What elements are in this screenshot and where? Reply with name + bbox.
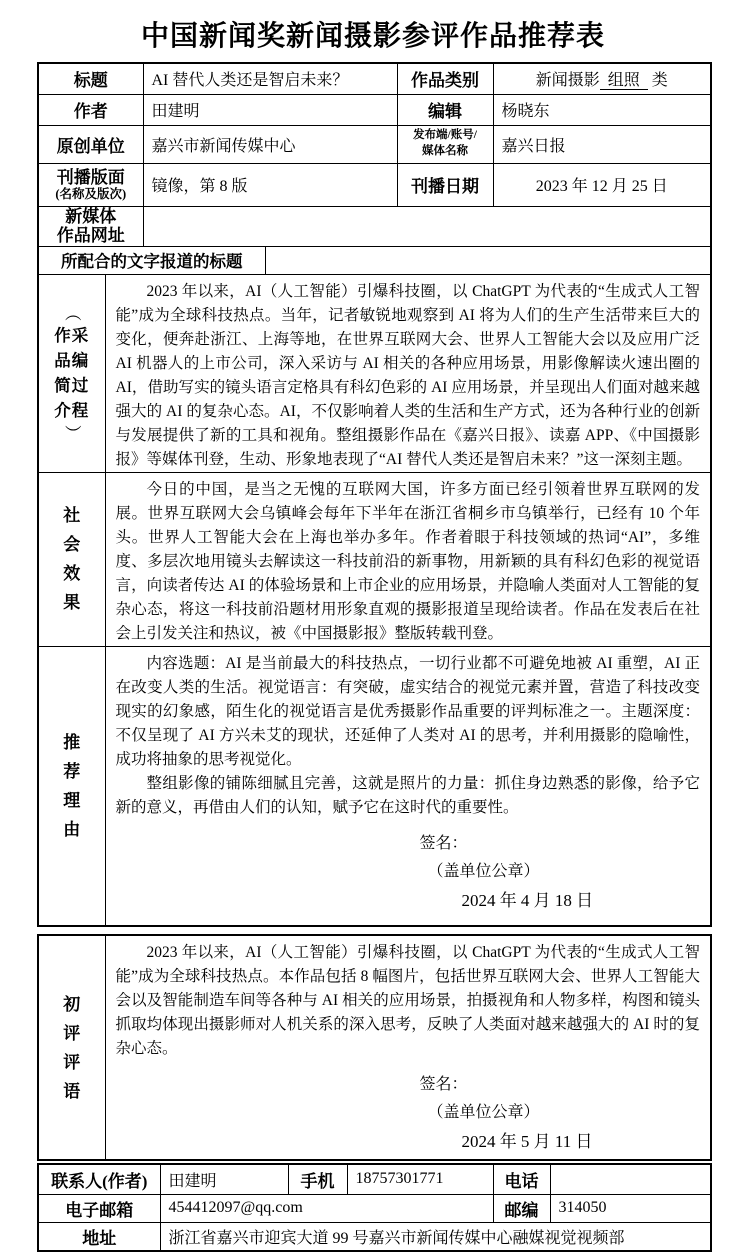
- category-underlined: 组照: [600, 72, 648, 90]
- intro-label-row: 简过: [54, 376, 90, 396]
- field-label-category: 作品类别: [397, 63, 493, 94]
- field-value-page: 镜像，第 8 版: [143, 163, 397, 206]
- category-suffix: 类: [651, 72, 668, 90]
- media-label-line2: 媒体名称: [422, 145, 469, 157]
- section-label-recommend: [38, 646, 105, 926]
- section-row-recommend: [38, 646, 711, 926]
- section-row-social: [38, 472, 711, 646]
- social-paragraph: 今日的中国，是当之无愧的互联网大国，许多方面已经引领着世界互联网的发展。世界互联网大会乌镇峰会每年下半年在浙江省桐乡市乌镇举行，已经有 10 个年头。世界人工智能大会在上海也举办多年。作者着眼于科技领域的热词“AI”，多维度、多层次地用镜头去解读这一科技前沿的新事物，用新颖的具有科幻色彩的视觉语言，向读者传达 AI 的体验场景和上市企业的应用场景，并隐喻人类面对人工智能的复杂心态，将这一科技前沿题材用形象直观的摄影报道呈现给读者。作品在发表后在社会上引发关注和热议，被《中国摄影报》整版转载刊登。: [115, 480, 701, 642]
- field-label-headline: 所配合的文字报道的标题: [38, 246, 265, 274]
- field-label-author: 作者: [38, 94, 143, 125]
- table-row: [38, 94, 711, 125]
- section-row-review: [38, 935, 711, 1160]
- table-row: [38, 163, 711, 206]
- page-title: 中国新闻奖新闻摄影参评作品推荐表: [140, 21, 605, 52]
- intro-label-row: 品编: [54, 351, 90, 371]
- recommend-label-char: 理: [63, 790, 81, 810]
- media-label-line1: 发布端/账号/: [413, 129, 477, 142]
- field-label-contact-person: 联系人(作者): [38, 1164, 160, 1194]
- section-label-intro: [38, 274, 105, 472]
- field-value-headline: [265, 246, 711, 274]
- table-row: [38, 1222, 711, 1251]
- seal-note: （盖单位公章）: [427, 862, 540, 880]
- signature-label: 签名：: [419, 1076, 468, 1094]
- main-form-table: [37, 62, 712, 927]
- field-label-email: 电子邮箱: [38, 1194, 160, 1222]
- table-row: [38, 206, 711, 246]
- field-value-zip: 314050: [550, 1194, 711, 1222]
- social-label-char: 效: [63, 564, 81, 584]
- section-text-social: [105, 472, 711, 646]
- recommend-paragraph-2: 整组影像的铺陈细腻且完善，这就是照片的力量：抓住身边熟悉的影像，给予它新的意义，再借由人们的认知，赋予它在这时代的重要性。: [115, 774, 701, 816]
- field-label-media: [397, 125, 493, 163]
- url-label-line1: 新媒体: [65, 206, 117, 226]
- table-row: [38, 63, 711, 94]
- field-value-mobile: 18757301771: [347, 1164, 493, 1194]
- social-label-char: 社: [63, 506, 81, 526]
- field-label-mobile: 手机: [288, 1164, 347, 1194]
- url-label-line2: 作品网址: [56, 226, 125, 246]
- field-label-editor: 编辑: [397, 94, 493, 125]
- field-label-title: 标题: [38, 63, 143, 94]
- seal-note: （盖单位公章）: [427, 1104, 540, 1122]
- review-label-char: 初: [63, 994, 81, 1014]
- table-row: [38, 125, 711, 163]
- social-label-char: 果: [63, 593, 81, 613]
- field-value-date: 2023 年 12 月 25 日: [493, 163, 711, 206]
- field-value-url: [143, 206, 711, 246]
- field-value-editor: 杨晓东: [493, 94, 711, 125]
- field-value-address: 浙江省嘉兴市迎宾大道 99 号嘉兴市新闻传媒中心融媒视觉视频部: [160, 1222, 711, 1251]
- social-label-char: 会: [63, 535, 81, 555]
- section-text-intro: [105, 274, 711, 472]
- signature-label: 签名：: [419, 834, 468, 852]
- field-value-author: 田建明: [143, 94, 397, 125]
- recommend-label-char: 由: [63, 819, 81, 839]
- intro-label-row: 介程: [54, 401, 90, 421]
- field-value-media: 嘉兴日报: [493, 125, 711, 163]
- review-label-char: 语: [63, 1081, 81, 1101]
- contact-table: [37, 1163, 712, 1252]
- field-value-contact-person: 田建明: [160, 1164, 288, 1194]
- field-label-org: 原创单位: [38, 125, 143, 163]
- review-label-char: 评: [63, 1023, 81, 1043]
- table-row: [38, 1194, 711, 1222]
- signature-date: 2024 年 5 月 11 日: [461, 1132, 593, 1152]
- field-label-address: 地址: [38, 1222, 160, 1251]
- recommend-label-char: 荐: [63, 761, 81, 781]
- page-label-line1: 刊播版面: [56, 167, 125, 187]
- section-label-social: [38, 472, 105, 646]
- signature-block-recommend: [419, 830, 700, 916]
- field-value-org: 嘉兴市新闻传媒中心: [143, 125, 397, 163]
- recommend-label-char: 推: [63, 732, 81, 752]
- field-value-category: [493, 63, 711, 94]
- field-label-date: 刊播日期: [397, 163, 493, 206]
- table-row: [38, 1164, 711, 1194]
- field-label-url: [38, 206, 143, 246]
- intro-paren-open: （: [62, 304, 82, 322]
- intro-label-row: 作采: [54, 326, 90, 346]
- table-row: [38, 246, 711, 274]
- signature-date: 2024 年 4 月 18 日: [461, 890, 594, 910]
- field-value-title: AI 替代人类还是智启未来？: [143, 63, 397, 94]
- field-label-phone: 电话: [493, 1164, 550, 1194]
- section-label-review: [38, 935, 105, 1160]
- page-label-line2: (名称及版次): [55, 187, 127, 202]
- field-value-phone: [550, 1164, 711, 1194]
- review-table: [37, 934, 712, 1161]
- field-label-zip: 邮编: [493, 1194, 550, 1222]
- table-gap: [0, 927, 746, 934]
- intro-paren-close: ）: [62, 424, 82, 442]
- intro-paragraph: 2023 年以来，AI（人工智能）引爆科技圈，以 ChatGPT 为代表的“生成式人工智能”成为全球科技热点。当年，记者敏锐地观察到 AI 将为人们的生产生活带来巨大的变化，便奔赴浙江、上海等地，在世界互联网大会、世界人工智能大会以及应用广泛 AI 机器人的上市公司，深入采访与 AI 相关的各种应用场景，用影像解读火速出圈的 AI，借助写实的镜头语言定格具有科幻色彩的 AI 应用场景，并呈现出人们面对越来越强大的 AI 的复杂心态。AI，不仅影响着人类的生活和生产方式，还为各种行业的创新与发展提供了新的工具和视角。整组摄影作品在《嘉兴日报》、读嘉 APP、《中国摄影报》等媒体刊登，生动、形象地表现了“AI 替代人类还是智启未来？”这一深刻主题。: [115, 282, 701, 468]
- section-row-intro: [38, 274, 711, 472]
- field-value-email: 454412097@qq.com: [160, 1194, 493, 1222]
- review-paragraph: 2023 年以来，AI（人工智能）引爆科技圈，以 ChatGPT 为代表的“生成式人工智能”成为全球科技热点。本作品包括 8 幅图片，包括世界互联网大会、世界人工智能大会以及智能制造车间等各种与 AI 相关的应用场景，拍摄视角和人物多样，构图和镜头抓取均体现出摄影师对人机关系的深入思考，反映了人类面对越来越强大的 AI 时的复杂心态。: [115, 944, 700, 1058]
- section-text-review: [105, 935, 711, 1160]
- section-text-recommend: [105, 646, 711, 926]
- field-label-page: [38, 163, 143, 206]
- recommend-paragraph-1: 内容选题：AI 是当前最大的科技热点，一切行业都不可避免地被 AI 重塑，AI 正在改变人类的生活。视觉语言：有突破，虚实结合的视觉元素并置，营造了科技改变现实的幻象感，陌生化的视觉语言是优秀摄影作品重要的评判标准之一。主题深度：不仅呈现了 AI 方兴未艾的现状，还延伸了人类对 AI 的思考，并利用摄影的隐喻性，成功将抽象的思考视觉化。: [115, 654, 701, 768]
- review-label-char: 评: [63, 1052, 81, 1072]
- category-prefix: 新闻摄影: [535, 72, 600, 90]
- signature-block-review: [419, 1071, 700, 1157]
